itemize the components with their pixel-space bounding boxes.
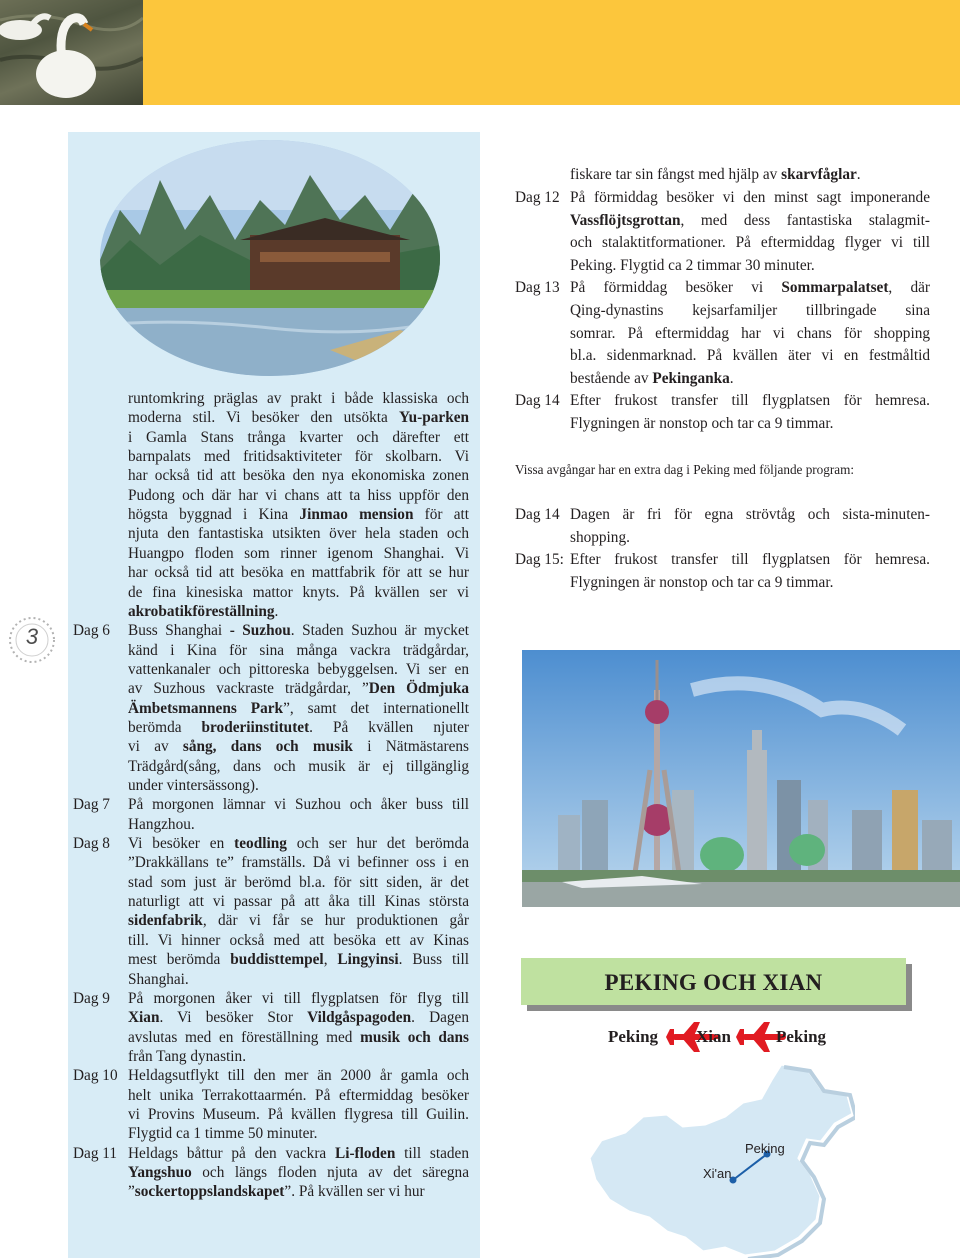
text-run: bestående av <box>570 369 653 387</box>
text-line <box>570 188 930 207</box>
text-run: för att <box>413 506 469 524</box>
china-map-icon <box>585 1062 855 1258</box>
bold-text-run: Yangshuo <box>128 1164 192 1181</box>
text-run: Trädgård(sång, dans och musik är ej tillgänglig <box>128 757 469 775</box>
day-label: Dag 12 <box>515 189 560 206</box>
text-run: . Dagen <box>411 1009 469 1027</box>
text-run: . <box>729 369 734 387</box>
text-run: bl.a. sidenmarknad. På kvällen äter vi en festmåltid <box>570 347 930 365</box>
text-run: och stalaktitformationer. På eftermiddag flyger vi till <box>570 234 930 252</box>
text-run: känd i Kina för sina många vackra trädgårdar, <box>128 641 469 659</box>
bold-text-run: - Suzhou <box>229 622 291 640</box>
bold-text-run: buddisttempel <box>230 951 324 969</box>
text-run: . Buss till <box>398 951 469 969</box>
text-line <box>128 544 469 563</box>
text-run: Huangpo floden som rinner igenom Shanghai. Vi <box>128 544 469 562</box>
text-line <box>128 834 469 853</box>
text-line <box>128 389 469 408</box>
text-run: till staden <box>395 1144 469 1162</box>
text-line <box>128 853 469 872</box>
text-run: stad som just är berömd bl.a. för sitt siden, är det <box>128 873 469 891</box>
bold-text-run: skarvfåglar <box>781 166 857 183</box>
bold-text-run: Xian <box>128 1009 160 1027</box>
text-run: , där vi får se hur produktionen går <box>202 912 469 930</box>
text-run: Vi besöker en <box>128 835 235 853</box>
day-label: Dag 9 <box>73 989 110 1007</box>
text-run: de fina kinesiska mattor knyts. På kvällen ser vi <box>128 583 469 601</box>
text-run: Buss Shanghai <box>128 622 230 640</box>
page-number: 3 <box>25 624 39 649</box>
text-run: av Suzhous vackraste trädgårdar, ” <box>128 680 369 698</box>
text-line <box>128 583 469 602</box>
text-run: berömda <box>128 718 202 736</box>
text-line <box>128 970 469 989</box>
text-line <box>128 699 469 718</box>
text-line <box>128 428 469 447</box>
swan-photo <box>0 0 143 105</box>
text-run: På morgonen lämnar vi Suzhou och åker buss till <box>128 796 469 814</box>
bold-text-run: teodling <box>234 835 287 853</box>
text-line <box>128 621 469 640</box>
text-line <box>570 550 930 569</box>
text-line <box>128 718 469 737</box>
bold-text-run: sockertoppslandskapet <box>134 1183 285 1201</box>
text-line <box>128 815 469 834</box>
bold-text-run: Sommarpalatset <box>781 279 889 297</box>
text-line <box>570 278 930 297</box>
extra-day-note: Vissa avgångar har en extra dag i Peking med följande program: <box>515 462 855 477</box>
text-line <box>128 641 469 660</box>
text-line <box>128 1008 469 1027</box>
text-line <box>128 989 469 1008</box>
text-run: Flygtid ca 1 timme 50 minuter. <box>128 1125 318 1143</box>
text-run: högsta byggnad i Kina <box>128 506 300 524</box>
header-band <box>143 0 960 105</box>
region-title: PEKING OCH XIAN <box>604 970 823 995</box>
text-line <box>570 301 930 320</box>
text-line <box>128 911 469 930</box>
day-label: Dag 11 <box>73 1144 118 1162</box>
bold-text-run: sång, dans och musik <box>182 738 353 756</box>
bold-text-run: Li-floden <box>335 1144 396 1162</box>
route-start: Peking <box>608 1027 659 1046</box>
text-line <box>128 505 469 524</box>
day-label: Dag 14 <box>515 506 560 523</box>
text-line <box>128 776 469 795</box>
text-line <box>570 391 930 410</box>
text-line <box>570 256 930 275</box>
text-line <box>128 1086 469 1105</box>
text-line <box>570 233 930 252</box>
text-line <box>128 602 469 621</box>
text-run: ”, samt det internationellt <box>283 699 469 717</box>
text-line <box>570 346 930 365</box>
text-line <box>128 757 469 776</box>
text-line <box>128 1028 469 1047</box>
text-run: , där <box>888 279 930 297</box>
text-run: Pudong och där har vi chans att ta hiss uppför den <box>128 486 469 504</box>
text-run: och ser hur det berömda <box>286 835 469 853</box>
bold-text-run: musik och dans <box>360 1028 470 1046</box>
map-label-xian: Xi'an <box>703 1166 732 1181</box>
text-line <box>128 873 469 892</box>
text-run: har också tid att besöka den nya ekonomiska zonen <box>128 467 469 485</box>
guilin-lake-photo <box>100 140 440 376</box>
text-line <box>570 414 930 433</box>
text-run: . Vi besöker Stor <box>159 1009 308 1027</box>
text-line <box>128 1144 469 1163</box>
day-label: Dag 8 <box>73 835 110 853</box>
text-run: i Gamla Stans trånga kvarter och därefter ett <box>128 428 469 446</box>
text-run: Flygningen är nonstop och tar ca 9 timmar. <box>570 415 834 432</box>
text-run: vi av <box>128 738 183 756</box>
text-line <box>128 737 469 756</box>
text-run: helt unika Terrakottaarmén. På eftermiddag besöker <box>128 1086 469 1104</box>
text-run: . Staden Suzhou är mycket <box>290 622 469 640</box>
text-line <box>128 466 469 485</box>
bold-text-run: akrobatikföreställning <box>128 602 275 620</box>
text-run: vattenkanaler och pittoreska bebyggelsen. Vi ser en <box>128 660 469 678</box>
shanghai-skyline-photo <box>522 650 960 907</box>
text-run: Peking. Flygtid ca 2 timmar 30 minuter. <box>570 256 815 274</box>
text-run: mest berömda <box>128 951 231 969</box>
text-run: moderna stil. Vi besöker den utsökta <box>128 409 399 427</box>
day-label: Dag 13 <box>515 279 560 297</box>
text-line <box>128 1105 469 1124</box>
text-run: Hangzhou. <box>128 815 195 833</box>
text-line <box>128 408 469 427</box>
text-run: På förmiddag besöker vi den minst sagt imponerande <box>570 189 930 206</box>
text-run: fiskare tar sin fångst med hjälp av <box>570 166 782 183</box>
text-line <box>128 1182 469 1201</box>
text-run: Qing-dynastins kejsarfamiljer tillbringade sina <box>570 302 930 319</box>
text-run: somrar. På eftermiddag har vi chans för shopping <box>570 324 930 342</box>
text-line <box>570 165 930 184</box>
text-line <box>128 1047 469 1066</box>
text-run: Efter frukost transfer till flygplatsen för hemresa. <box>570 392 930 410</box>
text-run: i Nätmästarens <box>352 738 469 756</box>
route-stop: Xian <box>696 1027 731 1046</box>
route-end: Peking <box>776 1027 827 1046</box>
text-line <box>128 563 469 582</box>
text-run: Shanghai. <box>128 970 189 988</box>
text-run: På förmiddag besöker vi <box>570 279 782 297</box>
bold-text-run: Lingyinsi <box>337 951 399 969</box>
day-label: Dag 15: <box>515 551 564 569</box>
text-run: shopping. <box>570 528 630 546</box>
text-run: från Tang dynastin. <box>128 1047 247 1065</box>
text-run: naturligt att vi passar på att åka till Kinas största <box>128 893 469 911</box>
text-run: ”. På kvällen ser vi hur <box>284 1183 425 1201</box>
bold-text-run: Ämbetsmannens Park <box>128 699 284 717</box>
text-run: Flygningen är nonstop och tar ca 9 timmar. <box>570 573 834 591</box>
text-run: under vintersässong). <box>128 777 259 794</box>
text-run: till. Vi hinner också med att besöka ett av Kinas <box>128 931 469 949</box>
day-label: Dag 6 <box>73 622 110 640</box>
text-line <box>128 447 469 466</box>
text-run: , <box>323 951 338 969</box>
text-line <box>128 1124 469 1143</box>
bold-text-run: Jinmao mension <box>299 506 414 524</box>
bold-text-run: Den Ödmjuka <box>368 680 469 698</box>
bold-text-run: Vildgåspagoden <box>307 1009 412 1027</box>
bold-text-run: broderiinstitutet <box>201 718 310 736</box>
text-line <box>128 1163 469 1182</box>
text-run: . <box>856 166 861 183</box>
day-label: Dag 7 <box>73 796 110 814</box>
text-run: Heldagsutflykt till den mer än 2000 år gamla och <box>128 1067 469 1085</box>
text-run: , med dess fantastiska stalagmit- <box>680 211 930 229</box>
text-run: avslutas med en föreställning med <box>128 1028 361 1046</box>
text-line <box>128 931 469 950</box>
bold-text-run: Pekinganka <box>652 369 730 387</box>
text-run: På morgonen åker vi till flygplatsen för flyg till <box>128 989 469 1007</box>
text-line <box>128 892 469 911</box>
text-run: ”Drakkällans te” framställs. Då vi befinner oss i en <box>128 854 469 872</box>
text-line <box>128 679 469 698</box>
text-line <box>570 211 930 230</box>
text-run: vi Provins Museum. På kvällen flygresa till Guilin. <box>128 1105 469 1123</box>
text-line <box>128 1066 469 1085</box>
bold-text-run: sidenfabrik <box>128 912 203 930</box>
text-run: . <box>274 602 279 620</box>
day-label: Dag 14 <box>515 392 560 410</box>
text-line <box>570 528 930 547</box>
text-line <box>570 505 930 524</box>
text-line <box>128 950 469 969</box>
text-line <box>128 660 469 679</box>
text-run: Efter frukost transfer till flygplatsen för hemresa. <box>570 551 930 569</box>
text-run: Dagen är fri för egna strövtåg och sista-minuten- <box>570 506 930 523</box>
text-line <box>128 795 469 814</box>
text-line <box>128 486 469 505</box>
bold-text-run: Yu-parken <box>399 409 469 427</box>
text-run: runtomkring präglas av prakt i både klassiska och <box>128 390 469 407</box>
text-run: . På kvällen njuter <box>309 718 469 736</box>
text-line <box>128 524 469 543</box>
text-run: Heldags båttur på den vackra <box>128 1144 335 1162</box>
map-label-peking: Peking <box>745 1141 785 1156</box>
text-line <box>570 369 930 388</box>
text-run: ” <box>128 1183 135 1201</box>
bold-text-run: Vassflöjtsgrottan <box>570 211 681 229</box>
day-label: Dag 10 <box>73 1067 118 1085</box>
text-run: barnpalats med fritidsaktiviteter för skolbarn. Vi <box>128 448 469 466</box>
text-run: har också tid att besöka en mattfabrik för att se hur <box>128 564 469 582</box>
text-run: njuta den fantastiska utsikten över hela staden och <box>128 525 469 543</box>
text-line <box>570 573 930 592</box>
text-run: och längs floden njuta av det säregna <box>191 1164 469 1181</box>
text-line <box>570 324 930 343</box>
